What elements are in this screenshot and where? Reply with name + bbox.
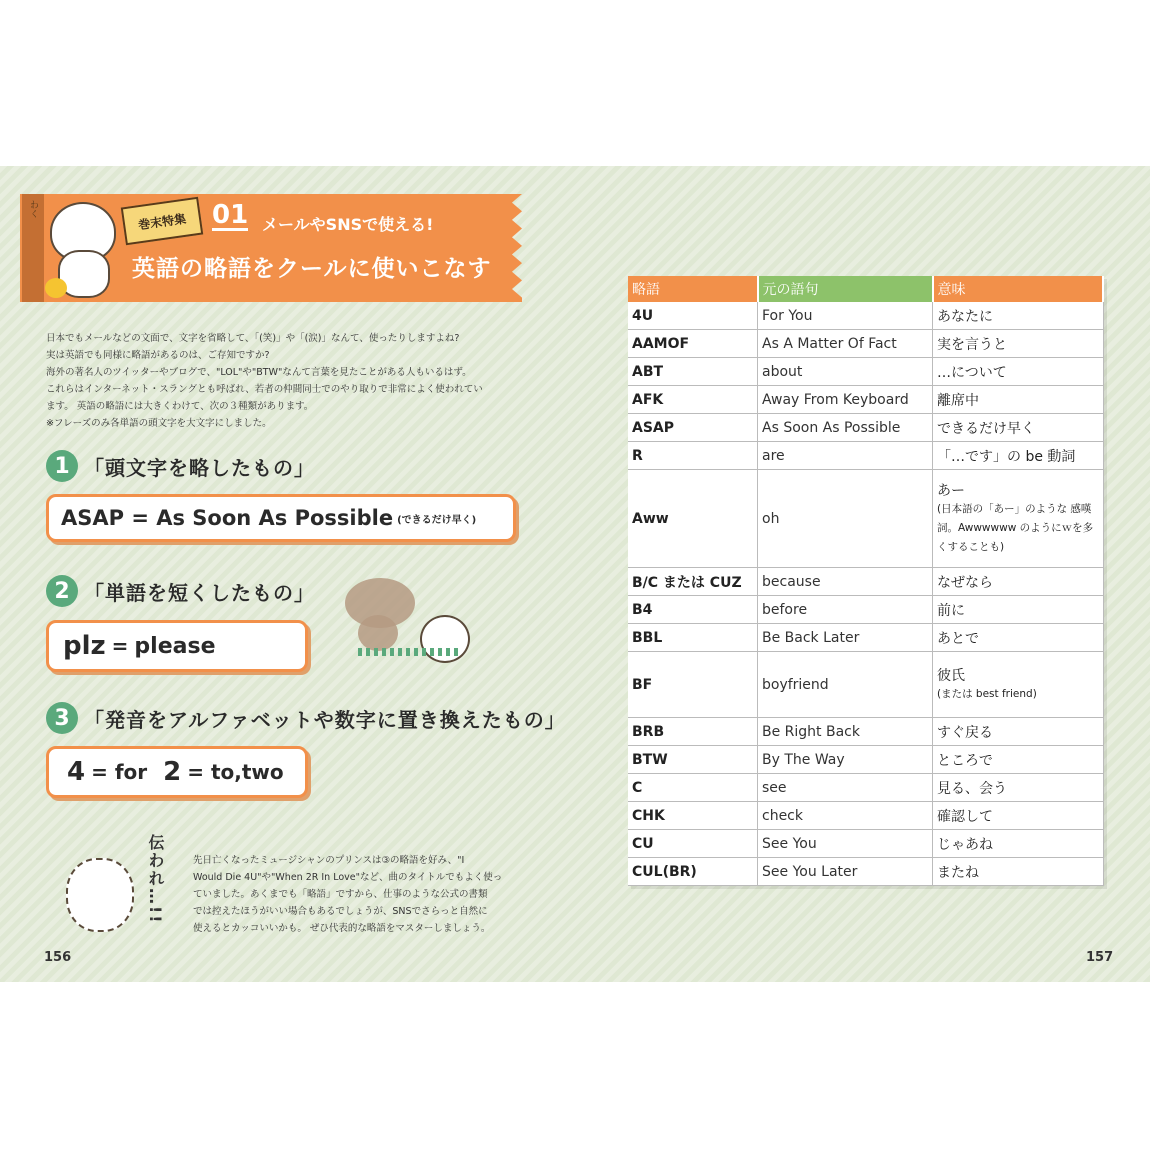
intro-line: 日本でもメールなどの文面で、文字を省略して、「(笑)」や「(涙)」なんて、使ったりしますよね? (46, 333, 460, 344)
cell-abbreviation: BTW (628, 746, 758, 774)
page-number-right: 157 (1086, 950, 1114, 965)
cell-abbreviation: B/C または CUZ (628, 568, 758, 596)
table-row (628, 568, 1103, 596)
table-row (628, 358, 1103, 386)
cell-original-phrase: Be Back Later (758, 624, 933, 652)
cell-abbreviation: B4 (628, 596, 758, 624)
meaning-text: 離席中 (937, 392, 979, 409)
cell-meaning (933, 442, 1104, 470)
meaning-text: ところで (937, 752, 993, 769)
category-number: 2 (46, 575, 78, 607)
column-header: 略語 (628, 276, 758, 302)
meaning-text: 「…です」の be 動詞 (937, 448, 1076, 465)
meaning-text: なぜなら (937, 574, 993, 591)
example-number: 4 (67, 757, 86, 787)
intro-line: 実は英語でも同様に略語があるのは、ご存知ですか? (46, 350, 270, 361)
cell-meaning (933, 718, 1104, 746)
bunny-illustration (66, 858, 134, 932)
cell-abbreviation: C (628, 774, 758, 802)
cell-meaning (933, 624, 1104, 652)
meaning-text: 実を言うと (937, 336, 1007, 353)
example-box-3 (46, 746, 308, 798)
cell-meaning (933, 358, 1104, 386)
intro-line: ます。 英語の略語には大きくわけて、次の３種類があります。 (46, 401, 314, 412)
meaning-note: (または best friend) (937, 688, 1037, 700)
cell-original-phrase: about (758, 358, 933, 386)
grass-illustration (358, 648, 458, 656)
category-label: 「頭文字を略したもの」 (84, 455, 315, 480)
page-number-left: 156 (44, 950, 72, 965)
table-row (628, 386, 1103, 414)
category-2-heading (46, 575, 315, 607)
example-box-1 (46, 494, 516, 542)
cell-original-phrase: because (758, 568, 933, 596)
chapter-subtitle: メールやSNSで使える! (262, 215, 434, 234)
cell-abbreviation: AAMOF (628, 330, 758, 358)
table-header-row (628, 276, 1103, 302)
example-number: 2 (163, 757, 182, 787)
cell-meaning (933, 414, 1104, 442)
cell-meaning (933, 302, 1104, 330)
cell-original-phrase: see (758, 774, 933, 802)
outro-paragraph (193, 852, 523, 937)
cell-original-phrase: Be Right Back (758, 718, 933, 746)
meaning-text: 前に (937, 602, 965, 619)
meaning-text: じゃあね (937, 836, 993, 853)
table-row (628, 442, 1103, 470)
shout-text: 伝われ…!! (146, 834, 165, 925)
cell-abbreviation: 4U (628, 302, 758, 330)
chapter-number: 01 (212, 200, 249, 230)
abbreviation-table (628, 276, 1104, 886)
intro-paragraph (46, 330, 516, 432)
cell-abbreviation: BBL (628, 624, 758, 652)
table-row (628, 302, 1103, 330)
meaning-text: すぐ戻る (937, 724, 993, 741)
outro-line: では控えたほうがいい場合もあるでしょうが、SNSでさらっと自然に (193, 906, 488, 917)
outro-line: Would Die 4U"や"When 2R In Love"など、曲のタイトルでもよく使っ (193, 872, 503, 883)
meaning-text: あなたに (937, 308, 993, 325)
chapter-title: 英語の略語をクールに使いこなす (132, 256, 492, 282)
cell-original-phrase: See You (758, 830, 933, 858)
category-1-heading (46, 450, 315, 482)
example-word: please (134, 633, 216, 659)
category-number: 3 (46, 702, 78, 734)
example-equals: = (111, 634, 129, 658)
example-abbr: plz (63, 631, 106, 661)
meaning-text: あー (937, 483, 965, 499)
cell-original-phrase: By The Way (758, 746, 933, 774)
meaning-text: …について (937, 364, 1007, 381)
cell-meaning (933, 746, 1104, 774)
cell-original-phrase: For You (758, 302, 933, 330)
meaning-text: できるだけ早く (937, 420, 1035, 437)
cell-abbreviation: R (628, 442, 758, 470)
cell-meaning (933, 596, 1104, 624)
table-row (628, 718, 1103, 746)
cell-meaning (933, 830, 1104, 858)
column-header: 意味 (933, 276, 1104, 302)
example-text: ASAP = As Soon As Possible (61, 506, 394, 530)
book-tag-sticker: 巻末特集 (121, 197, 204, 245)
table-row (628, 774, 1103, 802)
example-box-2 (46, 620, 308, 672)
table-row (628, 596, 1103, 624)
cell-abbreviation: BRB (628, 718, 758, 746)
meaning-note: (日本語の「あー」のような 感嘆詞。Awwwwww のようにｗを多くすることも) (937, 503, 1094, 553)
cell-original-phrase: oh (758, 470, 933, 568)
cell-meaning (933, 802, 1104, 830)
cell-meaning (933, 568, 1104, 596)
outro-line: 使えるとカッコいいかも。 ぜひ代表的な略語をマスターしましょう。 (193, 923, 491, 934)
table-body (628, 302, 1103, 886)
cell-original-phrase: Away From Keyboard (758, 386, 933, 414)
cell-original-phrase: check (758, 802, 933, 830)
outro-line: ていました。あくまでも「略語」ですから、仕事のような公式の書類 (193, 889, 488, 900)
cell-meaning (933, 386, 1104, 414)
cell-abbreviation: CHK (628, 802, 758, 830)
chick-illustration (45, 278, 67, 298)
table-row (628, 652, 1103, 718)
example-meaning: = to,two (187, 760, 284, 784)
table-row (628, 830, 1103, 858)
example-meaning: = for (91, 760, 148, 784)
cell-original-phrase: As A Matter Of Fact (758, 330, 933, 358)
intro-line: ※フレーズのみ各単語の頭文字を大文字にしました。 (46, 418, 272, 429)
cell-original-phrase: before (758, 596, 933, 624)
intro-line: 海外の著名人のツイッターやブログで、"LOL"や"BTW"なんて言葉を見たことがある人もいるはず。 (46, 367, 472, 378)
table-row (628, 858, 1103, 886)
table-row (628, 802, 1103, 830)
cell-meaning (933, 330, 1104, 358)
category-number: 1 (46, 450, 78, 482)
outro-line: 先日亡くなったミュージシャンのプリンスは③の略語を好み、"I (193, 855, 465, 866)
cell-abbreviation: AFK (628, 386, 758, 414)
dust-cloud-illustration (358, 615, 398, 651)
cell-meaning (933, 774, 1104, 802)
cell-original-phrase: As Soon As Possible (758, 414, 933, 442)
category-label: 「単語を短くしたもの」 (84, 580, 315, 605)
cell-abbreviation: BF (628, 652, 758, 718)
cell-abbreviation: ABT (628, 358, 758, 386)
cell-abbreviation: CUL(BR) (628, 858, 758, 886)
cell-abbreviation: ASAP (628, 414, 758, 442)
cell-original-phrase: See You Later (758, 858, 933, 886)
example-note: (できるだけ早く) (397, 514, 477, 526)
table-row (628, 470, 1103, 568)
cell-meaning (933, 470, 1104, 568)
meaning-text: あとで (937, 630, 979, 647)
intro-line: これらはインターネット・スラングとも呼ばれ、若者の仲間同士でのやり取りで非常によく使われてい (46, 384, 483, 395)
meaning-text: 確認して (937, 808, 993, 825)
category-label: 「発音をアルファベットや数字に置き換えたもの」 (84, 707, 566, 732)
cell-abbreviation: Aww (628, 470, 758, 568)
table-row (628, 746, 1103, 774)
meaning-text: 彼氏 (937, 668, 965, 684)
cell-meaning (933, 652, 1104, 718)
side-kana: わく (28, 200, 38, 218)
column-header: 元の語句 (758, 276, 933, 302)
category-3-heading (46, 702, 566, 734)
meaning-text: またね (937, 864, 979, 881)
table-row (628, 624, 1103, 652)
cell-original-phrase: boyfriend (758, 652, 933, 718)
meaning-text: 見る、会う (937, 780, 1007, 797)
cell-meaning (933, 858, 1104, 886)
table-row (628, 330, 1103, 358)
cell-original-phrase: are (758, 442, 933, 470)
table-row (628, 414, 1103, 442)
cell-abbreviation: CU (628, 830, 758, 858)
